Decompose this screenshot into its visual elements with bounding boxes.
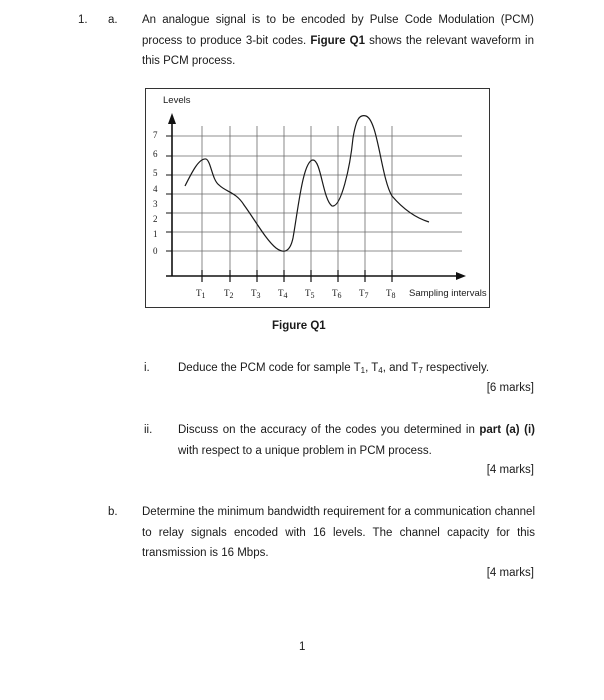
page-number: 1 xyxy=(299,641,306,653)
x-axis-arrow xyxy=(456,272,466,280)
sub-i-marks: [6 marks] xyxy=(486,382,534,394)
part-a-text-post: shows the relevant waveform in this PCM process. xyxy=(142,34,534,67)
sample-label-t8: $T_8$ xyxy=(386,288,396,300)
sub-ii-text: Discuss on the accuracy of the codes you determined in part (a) (i) with respect to a unique problem in PCM process. xyxy=(178,424,535,457)
part-b-label: b. xyxy=(108,506,118,518)
sample-label-t4: $T_4$ xyxy=(278,288,288,300)
sample-label-t5: $T_5$ xyxy=(305,288,315,300)
y-axis-label: Levels xyxy=(163,95,191,106)
sample-label-t2: $T_2$ xyxy=(224,288,234,300)
level-label-3: 3 xyxy=(153,199,158,209)
sub-ii-part-ref: part (a) (i) xyxy=(479,424,535,436)
sample-label-t1: $T_1$ xyxy=(196,288,206,300)
level-gridlines xyxy=(172,136,462,251)
level-label-7: 7 xyxy=(153,130,158,140)
question-number: 1. xyxy=(78,14,88,26)
sub-ii-label: ii. xyxy=(144,424,153,436)
sub-ii-marks: [4 marks] xyxy=(486,464,534,476)
sample-gridlines xyxy=(202,126,392,282)
sub-i-text: Deduce the PCM code for sample $T_1$, $T_4$, and $T_7$ respectively. xyxy=(178,362,490,375)
part-a-label: a. xyxy=(108,14,118,26)
y-axis-arrow xyxy=(168,113,176,124)
y-ticks xyxy=(166,136,172,251)
level-label-0: 0 xyxy=(153,246,158,256)
figure-caption: Figure Q1 xyxy=(272,320,326,332)
sample-label-t6: $T_6$ xyxy=(332,288,342,300)
level-label-5: 5 xyxy=(153,168,158,178)
x-axis-label: Sampling intervals xyxy=(409,288,487,299)
part-b-marks: [4 marks] xyxy=(486,567,534,579)
sample-label-t7: $T_7$ xyxy=(359,288,369,300)
level-label-6: 6 xyxy=(153,149,158,159)
sub-i-label: i. xyxy=(144,362,150,374)
level-label-4: 4 xyxy=(153,184,158,194)
part-a-text-pre: An analogue signal is to be encoded by Pulse Code Modulation (PCM) process to produce 3-bit codes. xyxy=(142,14,534,47)
sample-label-t3: $T_3$ xyxy=(251,288,261,300)
level-label-2: 2 xyxy=(153,214,158,224)
part-b-text: Determine the minimum bandwidth requirement for a communication channel to relay signals encoded with 16 levels. The channel capacity for this transmission is 16 Mbps. xyxy=(142,506,535,559)
part-a-figure-ref: Figure Q1 xyxy=(310,34,365,47)
level-label-1: 1 xyxy=(153,229,158,239)
